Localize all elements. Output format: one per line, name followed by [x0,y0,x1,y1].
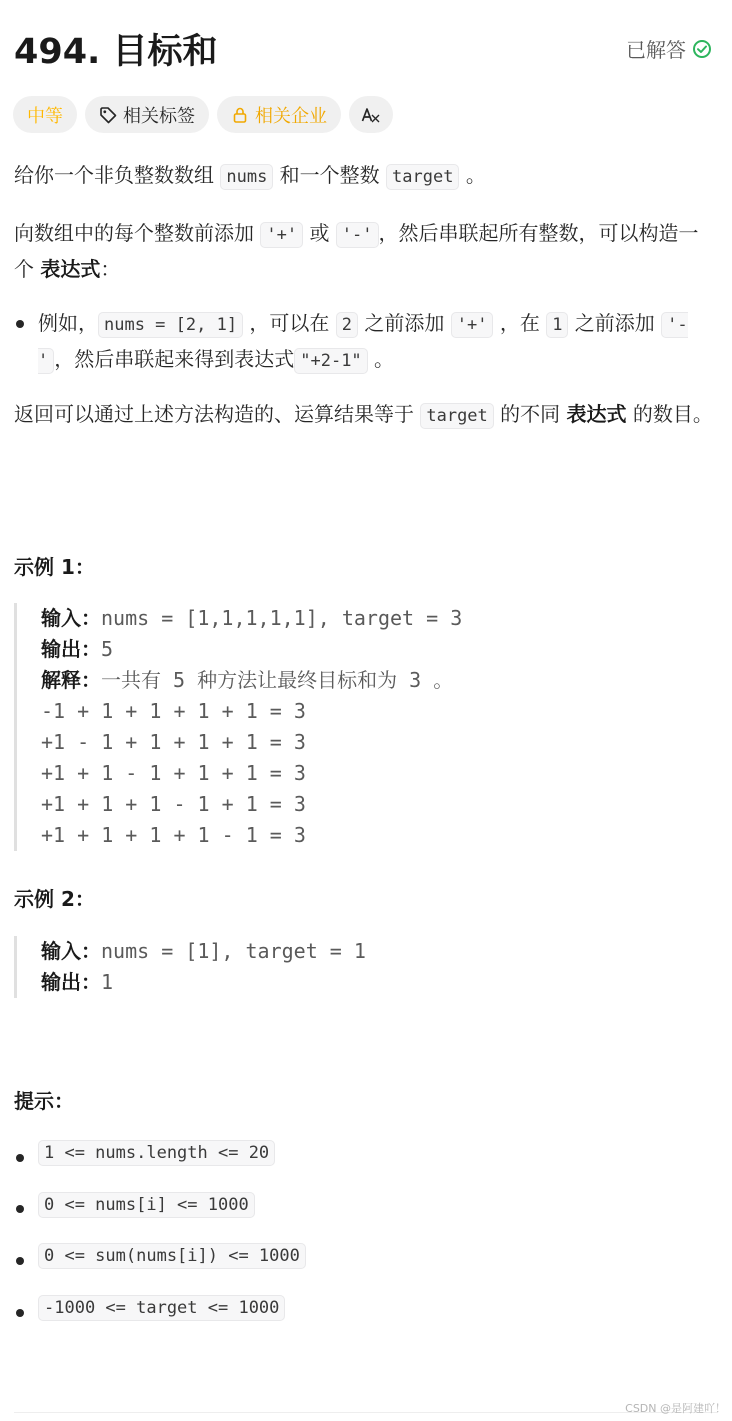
problem-title: 494. 目标和 [14,32,218,72]
watermark: CSDN @是阿建吖！ [625,1402,726,1415]
example-1-title: 示例 1： [14,555,95,579]
code-two: 2 [336,312,358,338]
hint-item [38,1298,285,1318]
input-label: 输入： [41,939,101,963]
tag-icon [99,106,117,124]
p3-text-c: 的数目。 [632,402,713,426]
example-1-input [41,603,462,634]
p1-text-b: 和一个整数 [279,163,380,187]
lock-icon [231,106,249,124]
hint-item [38,1246,306,1266]
p3-text-b: 的不同 [500,402,561,426]
hint-bullet [16,1257,24,1265]
output-value: 1 [101,970,114,994]
explain-value: 一共有 5 种方法让最终目标和为 3 。 [101,668,454,692]
example-2-input [41,936,366,967]
ex-text-b: ，可以在 [249,311,330,335]
translate-icon [361,106,381,124]
hint-bullet [16,1309,24,1317]
explain-label: 解释： [41,668,101,692]
code-minus-2: '-' [38,312,688,374]
ex-text-g: 。 [374,347,395,371]
tag-row [13,96,393,133]
solved-status-label: 已解答 [626,38,686,62]
code-expression: "+2-1" [294,348,367,374]
bullet-dot [16,320,24,328]
example-2-block [14,936,366,998]
hint-code: -1000 <= target <= 1000 [38,1295,285,1321]
example-1-line: +1 - 1 + 1 + 1 + 1 = 3 [41,730,306,754]
p2-bold-expression: 表达式 [40,257,101,281]
example-2-title: 示例 2： [14,887,95,911]
hint-bullet [16,1205,24,1213]
example-2-output [41,967,366,998]
output-label: 输出： [41,970,101,994]
input-value: nums = [1], target = 1 [101,939,366,963]
code-one: 1 [546,312,568,338]
input-label: 输入： [41,606,101,630]
code-plus-2: '+' [451,312,494,338]
description-example-bullet [38,306,714,378]
code-target-2: target [420,403,493,429]
divider [14,1412,718,1413]
difficulty-badge[interactable] [13,96,77,133]
hint-code: 1 <= nums.length <= 20 [38,1140,275,1166]
description-paragraph-3 [14,397,714,433]
hint-code: 0 <= sum(nums[i]) <= 1000 [38,1243,306,1269]
example-1-output [41,634,462,665]
code-nums: nums [220,164,273,190]
related-companies-button[interactable] [217,96,341,133]
check-circle-icon [692,39,712,59]
code-nums-example: nums = [2, 1] [98,312,243,338]
ex-text-d: ，在 [499,311,540,335]
solved-status [626,34,712,63]
example-1-block [14,603,462,851]
problem-header [14,24,712,72]
code-plus: '+' [260,222,303,248]
p2-text-c: ，然后串联起所有整数，可以构造一个 [14,221,699,281]
ex-text-c: 之前添加 [364,311,445,335]
hint-code: 0 <= nums[i] <= 1000 [38,1192,255,1218]
code-minus: '-' [336,222,379,248]
ex-text-a: 例如， [38,311,98,335]
output-label: 输出： [41,637,101,661]
description-paragraph-2 [14,216,714,286]
hints-title: 提示： [14,1089,74,1113]
p2-text-b: 或 [309,221,330,245]
p2-text-d: ： [100,257,121,281]
related-tags-label: 相关标签 [123,105,195,127]
related-companies-label: 相关企业 [255,105,327,127]
code-target: target [386,164,459,190]
example-1-line: -1 + 1 + 1 + 1 + 1 = 3 [41,699,306,723]
example-1-line: +1 + 1 + 1 + 1 - 1 = 3 [41,823,306,847]
hint-bullet [16,1154,24,1162]
difficulty-label: 中等 [27,105,63,127]
ex-text-e: 之前添加 [574,311,655,335]
example-1-explain [41,665,462,696]
example-1-line: +1 + 1 - 1 + 1 + 1 = 3 [41,761,306,785]
p3-text-a: 返回可以通过上述方法构造的、运算结果等于 [14,402,414,426]
hint-item [38,1195,255,1215]
translate-button[interactable] [349,96,393,133]
p1-text-c: 。 [465,163,486,187]
ex-text-f: ，然后串联起来得到表达式 [54,347,295,371]
related-tags-button[interactable] [85,96,209,133]
p2-text-a: 向数组中的每个整数前添加 [14,221,254,245]
hint-item [38,1143,275,1163]
input-value: nums = [1,1,1,1,1], target = 3 [101,606,463,630]
example-1-line: +1 + 1 + 1 - 1 + 1 = 3 [41,792,306,816]
output-value: 5 [101,637,114,661]
p1-text-a: 给你一个非负整数数组 [14,163,214,187]
description-paragraph-1 [14,158,714,194]
p3-bold-expression: 表达式 [566,402,627,426]
